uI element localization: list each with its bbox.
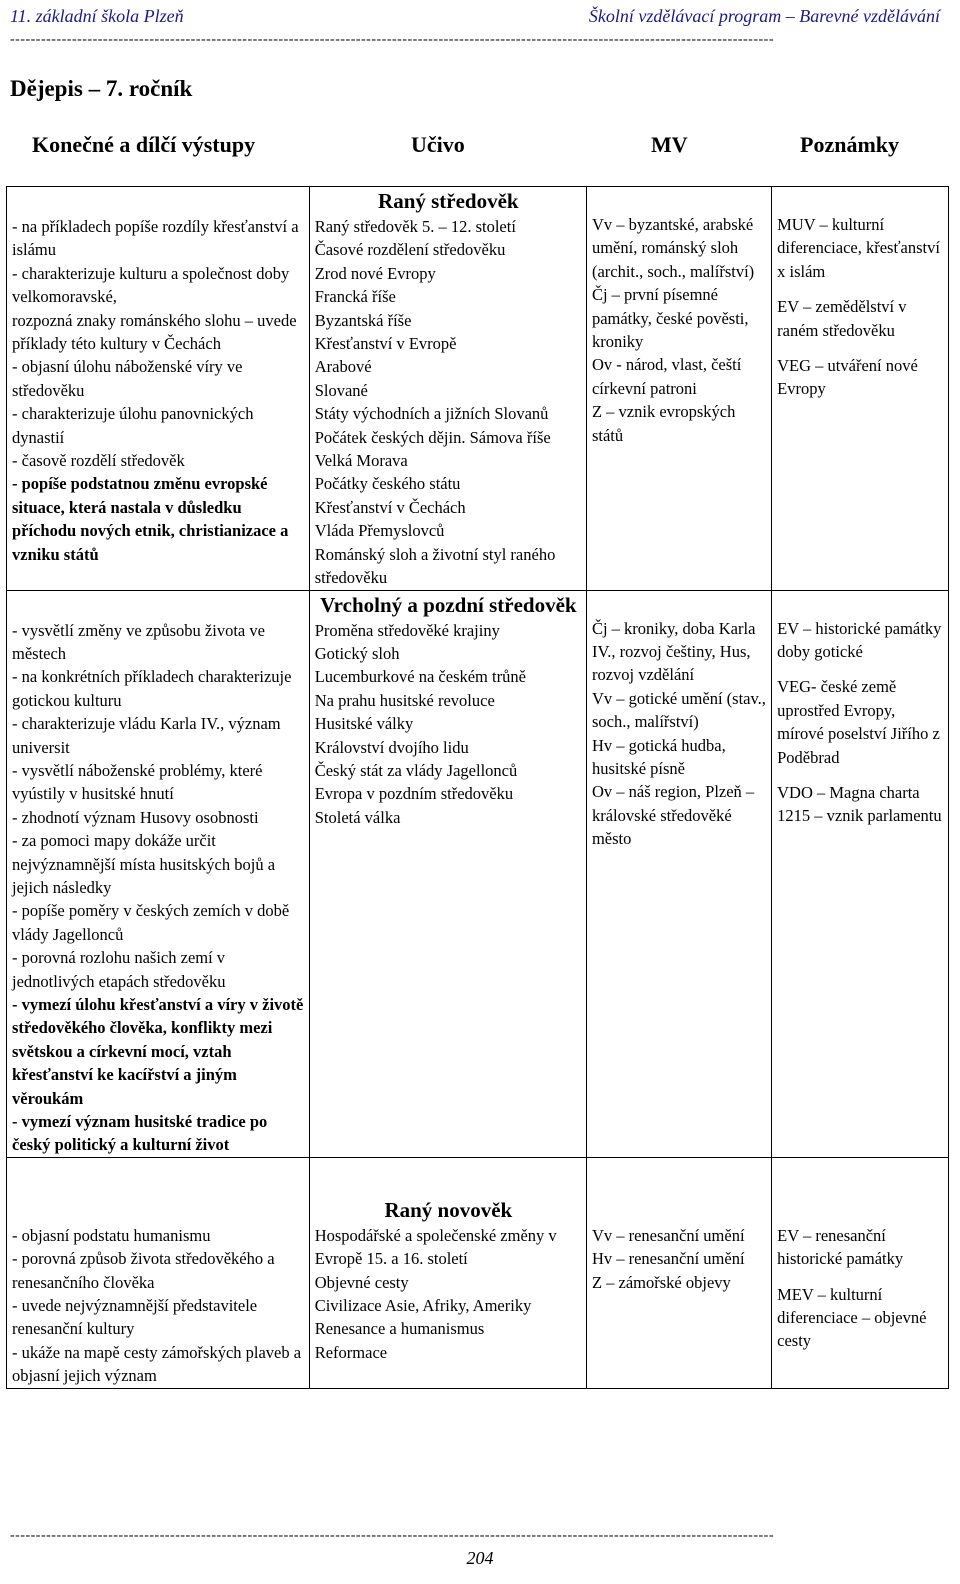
mv-cell (586, 590, 771, 1157)
mv-item: Ov - národ, vlast, čeští církevní patroni (591, 355, 742, 398)
mv-cell (586, 1157, 771, 1388)
content-item: Vláda Přemyslovců (314, 521, 445, 541)
content-item: Renesance a humanismus (314, 1319, 485, 1339)
content-item: Lucemburkové na českém trůně (314, 667, 526, 687)
output-item: - vysvětlí změny ve způsobu života ve městech (12, 620, 265, 663)
mv-item: Vv – renesanční umění (591, 1225, 745, 1245)
content-cell (309, 617, 586, 1158)
mv-item: Z – vznik evropských států (591, 402, 736, 445)
section-row (7, 187, 949, 214)
content-item: Velká Morava (314, 451, 408, 471)
content-item: Raný středověk 5. – 12. století (314, 217, 516, 236)
content-cell (309, 1222, 586, 1388)
mv-item: Vv – byzantské, arabské umění, románský sloh (archit., soch., malířství) (591, 215, 755, 281)
output-item: - popíše podstatnou změnu evropské situace, která nastala v důsledku příchodu nových etnik, christianizace a vzniku států (12, 474, 289, 564)
content-item: Stoletá válka (314, 807, 401, 827)
column-header-mv: MV (651, 132, 688, 157)
header-separator: ---------------------------------------------------------------------------------------------------------------------------------------------------- (10, 34, 774, 46)
output-item: - na příkladech popíše rozdíly křesťanství a islámu (12, 217, 299, 260)
column-header-notes: Poznámky (800, 132, 899, 157)
section-title: Raný novověk (309, 1157, 586, 1222)
content-item: Křesťanství v Čechách (314, 497, 466, 517)
section-title: Raný středověk (309, 187, 586, 214)
mv-item: Z – zámořské objevy (591, 1272, 731, 1292)
program-name: Školní vzdělávací program – Barevné vzdělávání (588, 6, 940, 26)
content-item: Evropa v pozdním středověku (314, 784, 514, 804)
content-item: Reformace (314, 1342, 388, 1362)
content-item: Byzantská říše (314, 310, 412, 330)
content-item: Zrod nové Evropy (314, 263, 436, 283)
content-item: Křesťanství v Evropě (314, 334, 457, 354)
output-item: rozpozná znaky románského slohu – uvede příklady této kultury v Čechách (12, 310, 297, 354)
mv-cell (586, 187, 771, 591)
section-title: Vrcholný a pozdní středověk (309, 590, 586, 617)
output-item: - ukáže na mapě cesty zámořských plaveb a objasní jejich význam (12, 1342, 302, 1386)
note-item: EV – historické památky doby gotické (777, 618, 942, 661)
notes-cell (772, 590, 949, 1157)
notes-cell (772, 187, 949, 591)
note-item: EV – zemědělství v raném středověku (777, 297, 907, 340)
content-item: Arabové (314, 357, 372, 377)
output-item: - na konkrétních příkladech charakterizuje gotickou kulturu (12, 667, 292, 710)
output-item: - charakterizuje vládu Karla IV., význam universit (12, 714, 281, 757)
note-item: VDO – Magna charta 1215 – vznik parlamentu (777, 782, 942, 826)
note-item: VEG- české země uprostřed Evropy, mírové poselství Jiřího z Poděbrad (777, 677, 940, 767)
content-item: Království dvojího lidu (314, 737, 469, 757)
section-spacer (7, 1157, 310, 1222)
content-item: Románský sloh a životní styl raného středověku (314, 544, 556, 588)
output-item: - porovná rozlohu našich zemí v jednotlivých etapách středověku (12, 948, 226, 991)
mv-item: Vv – gotické umění (stav., soch., malířství) (591, 688, 766, 732)
note-item: MEV – kulturní diferenciace – objevné cesty (777, 1284, 927, 1351)
output-item: - vymezí význam husitské tradice po český politický a kulturní život (12, 1112, 268, 1155)
mv-item: Hv – gotická hudba, husitské písně (591, 735, 726, 778)
output-item: - porovná způsob života středověkého a renesančního člověka (12, 1249, 275, 1292)
content-item: Počátek českých dějin. Sámova říše (314, 427, 551, 447)
output-item: - popíše poměry v českých zemích v době vlády Jagellonců (12, 901, 290, 944)
output-item: - vymezí úlohu křesťanství a víry v životě středověkého člověka, konflikty mezi světskou a církevní mocí, vztah křesťanství ke kacířství a jiným věroukám (12, 995, 304, 1108)
running-header (10, 6, 940, 30)
outputs-cell (7, 1222, 310, 1388)
content-item: Časové rozdělení středověku (314, 240, 506, 260)
output-item: - charakterizuje úlohu panovnických dynastií (12, 404, 254, 447)
content-item: Gotický sloh (314, 643, 400, 663)
content-item: Slované (314, 380, 368, 400)
output-item: - objasní úlohu náboženské víry ve středověku (12, 357, 243, 400)
outputs-cell (7, 213, 310, 590)
content-item: Hospodářské a společenské změny v Evropě 15. a 16. století (314, 1225, 557, 1269)
notes-cell (772, 1157, 949, 1388)
content-item: Na prahu husitské revoluce (314, 690, 495, 710)
column-header-content: Učivo (411, 132, 465, 157)
page-title: Dějepis – 7. ročník (10, 76, 193, 101)
section-row (7, 590, 949, 617)
section-row (7, 1157, 949, 1222)
content-item: Státy východních a jižních Slovanů (314, 404, 549, 424)
outputs-cell (7, 617, 310, 1158)
page-number: 204 (466, 1548, 494, 1568)
content-item: Počátky českého státu (314, 474, 461, 494)
mv-item: Ov – náš region, Plzeň – královské středověké město (591, 782, 755, 849)
curriculum-table (6, 186, 949, 1389)
content-item: Český stát za vlády Jagellonců (314, 760, 518, 780)
output-item: - objasní podstatu humanismu (12, 1225, 211, 1245)
content-item: Civilizace Asie, Afriky, Ameriky (314, 1296, 532, 1316)
content-item: Husitské války (314, 714, 414, 734)
content-cell (309, 213, 586, 590)
section-spacer (7, 590, 310, 617)
output-item: - za pomoci mapy dokáže určit nejvýznamnější místa husitských bojů a jejich následky (12, 831, 276, 897)
content-item: Objevné cesty (314, 1272, 409, 1292)
mv-item: Hv – renesanční umění (591, 1249, 745, 1269)
content-item: Proměna středověké krajiny (314, 620, 500, 640)
output-item: - časově rozdělí středověk (12, 451, 185, 471)
content-item: Francká říše (314, 287, 396, 307)
section-spacer (7, 187, 310, 214)
output-item: - zhodnotí význam Husovy osobnosti (12, 807, 259, 827)
output-item: - charakterizuje kulturu a společnost doby velkomoravské, (12, 263, 290, 307)
output-item: - vysvětlí náboženské problémy, které vyústily v husitské hnutí (12, 760, 263, 804)
column-header-outputs: Konečné a dílčí výstupy (32, 132, 256, 157)
note-item: EV – renesanční historické památky (777, 1225, 904, 1269)
footer-separator: ---------------------------------------------------------------------------------------------------------------------------------------------------- (10, 1530, 774, 1542)
output-item: - uvede nejvýznamnější představitele renesanční kultury (12, 1296, 258, 1339)
note-item: MUV – kulturní diferenciace, křesťanství x islám (777, 215, 940, 281)
school-name: 11. základní škola Plzeň (10, 6, 184, 26)
mv-item: Čj – kroniky, doba Karla IV., rozvoj češtiny, Hus, rozvoj vzdělání (591, 618, 756, 685)
mv-item: Čj – první písemné památky, české pověsti, kroniky (591, 285, 749, 352)
note-item: VEG – utváření nové Evropy (777, 356, 918, 399)
